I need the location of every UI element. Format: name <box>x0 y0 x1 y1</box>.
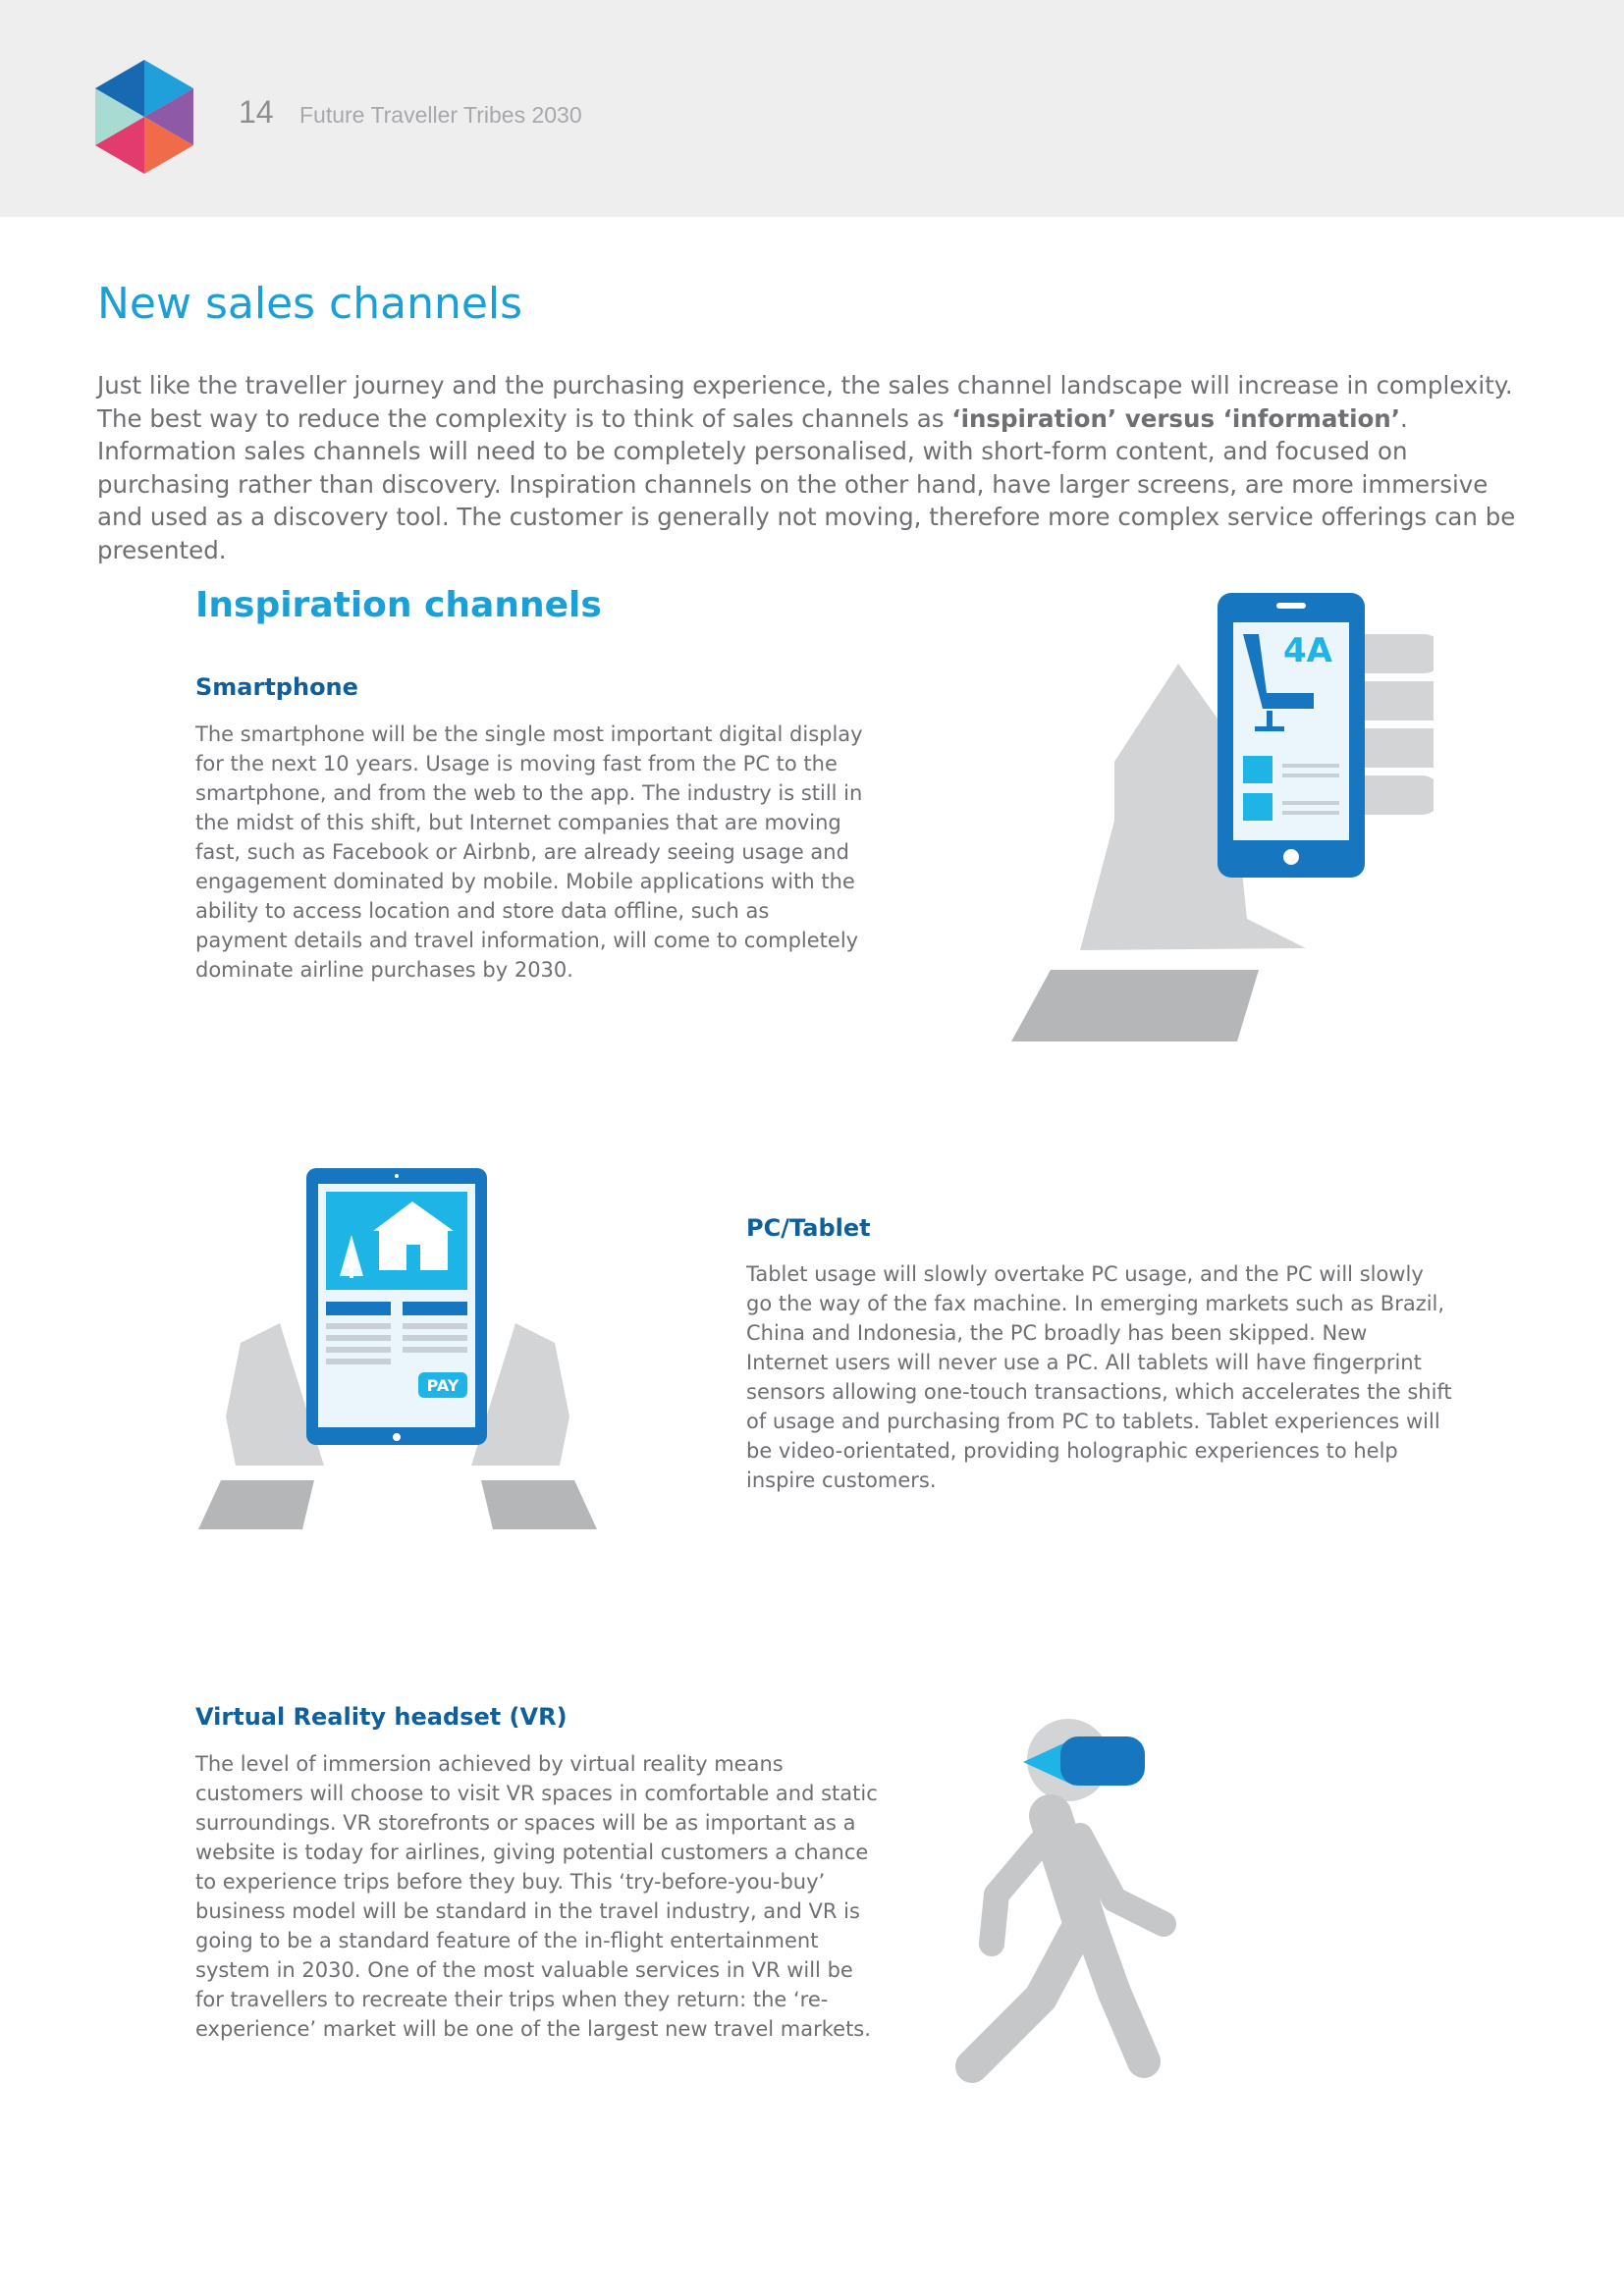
tablet-heading: PC/Tablet <box>746 1214 871 1242</box>
document-title: Future Traveller Tribes 2030 <box>299 102 582 128</box>
seat-label: 4A <box>1283 631 1332 670</box>
pay-button-label: PAY <box>426 1376 460 1395</box>
page-number: 14 <box>239 94 274 130</box>
walking-person-vr-headset-icon <box>943 1713 1198 2086</box>
hand-holding-smartphone-icon <box>1001 585 1434 1046</box>
smartphone-heading: Smartphone <box>195 673 358 701</box>
smartphone-body: The smartphone will be the single most important digital display for the next 10 years. Usage is moving fast from the PC to the smartphone, and from the web to the app. The industry is still in the midst of this shift, but Internet companies that are moving fast, such as Facebook or Airbnb, are already seeing usage and engagement dominated by mobile. Mobile applications with the ability to access location and store data offline, such as payment details and travel information, will come to completely dominate airline purchases by 2030. <box>195 722 863 982</box>
tablet-body: Tablet usage will slowly overtake PC usage, and the PC will slowly go the way of the fax machine. In emerging markets such as Brazil, China and Indonesia, the PC broadly has been skipped. New Internet users will never use a PC. All tablets will have fingerprint sensors allowing one-touch transactions, which accelerates the shift of usage and purchasing from PC to tablets. Tablet experiences will be video-orientated, providing holographic experiences to help inspire customers. <box>746 1262 1452 1492</box>
vr-heading: Virtual Reality headset (VR) <box>195 1703 568 1731</box>
hands-holding-tablet-icon <box>196 1166 599 1534</box>
section-heading: Inspiration channels <box>195 585 602 625</box>
intro-paragraph <box>97 369 1531 566</box>
hexagon-logo-icon <box>90 57 198 177</box>
header-band <box>0 0 1624 217</box>
page-title: New sales channels <box>97 279 523 329</box>
intro-text-end: . Information sales channels will need to be completely personalised, with short-form content, and focused on purchasing rather than discovery. Inspiration channels on the other hand, have larger screens, are more immersive and used as a discovery tool. The customer is generally not moving, therefore more complex service offerings can be presented. <box>97 403 1516 564</box>
intro-emphasis: ‘inspiration’ versus ‘information’ <box>951 403 1401 433</box>
intro-text-start: Just like the traveller journey and the purchasing experience, the sales channel landscape will increase in complexity. The best way to reduce the complexity is to think of sales channels as <box>97 371 1513 433</box>
vr-body: The level of immersion achieved by virtual reality means customers will choose to visit VR spaces in comfortable and static surroundings. VR storefronts or spaces will be as important as a website is today for airlines, giving potential customers a chance to experience trips before they buy. This ‘try-before-you-buy’ business model will be standard in the travel industry, and VR is going to be a standard feature of the in-flight entertainment system in 2030. One of the most valuable services in VR will be for travellers to recreate their trips when they return: the ‘re-experience’ market will be one of the largest new travel markets. <box>195 1752 878 2041</box>
